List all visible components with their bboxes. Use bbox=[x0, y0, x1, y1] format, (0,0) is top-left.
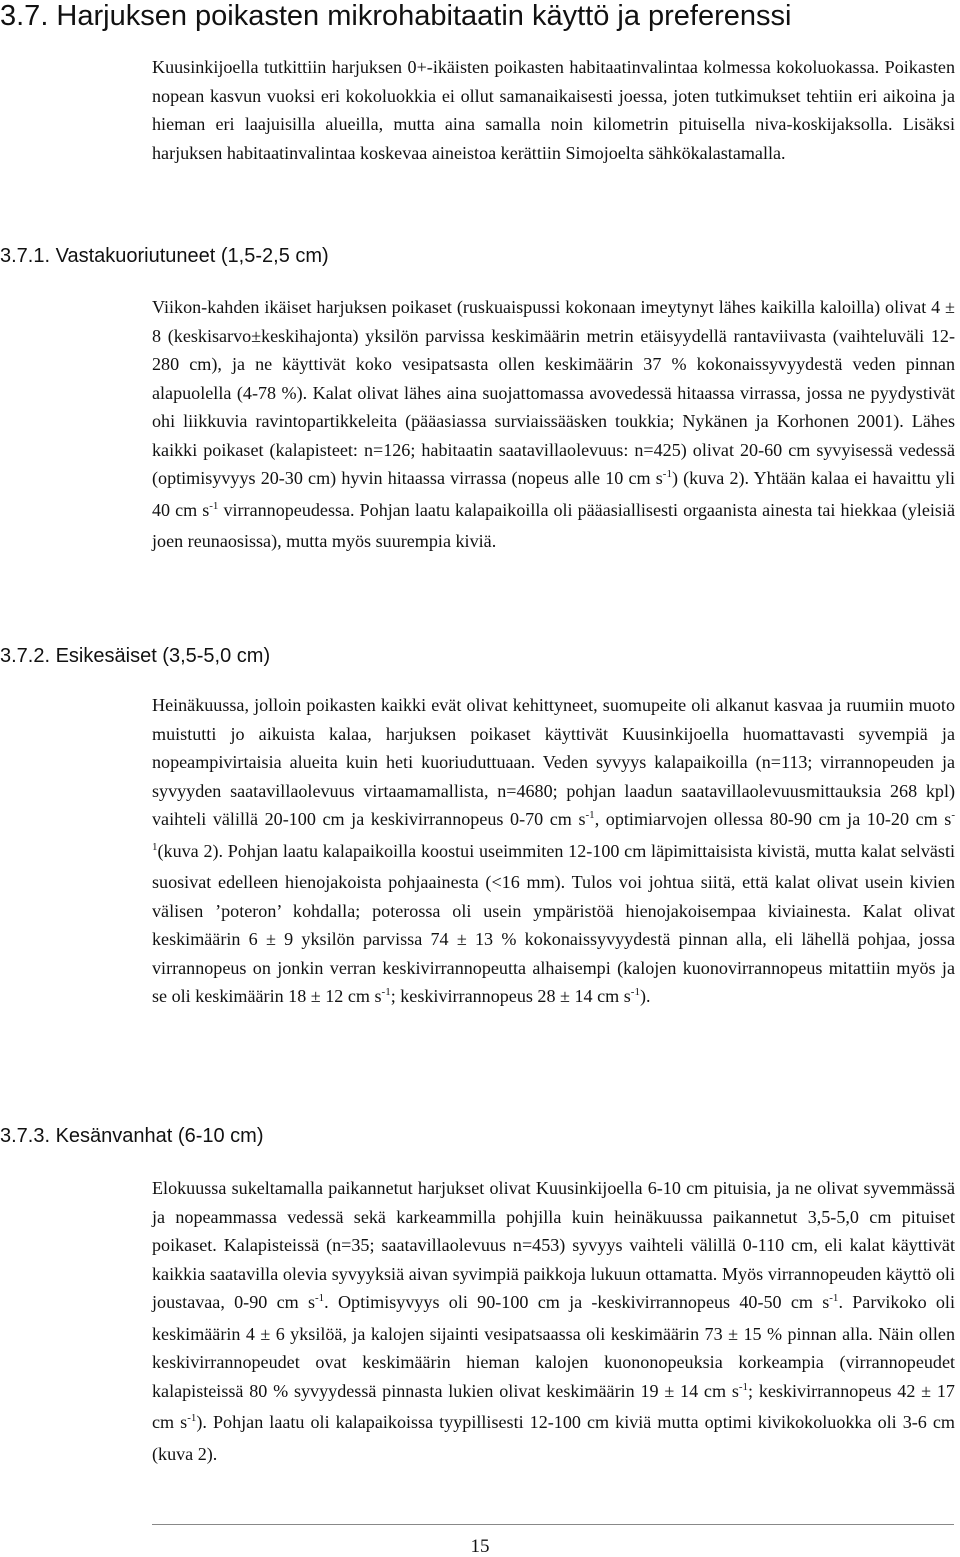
s1-text-a: Viikon-kahden ikäiset harjuksen poikaset (ruskuaispussi kokonaan imeytynyt lähes kaikilla kaloilla) olivat 4 ± 8 (keskisarvo±keskihajonta) yksilön parvissa keskimäärin metrin etäisyydellä rantaviivasta (vaihteluväli 12-280 cm), ja ne käyttivät koko vesipatsasta ollen keskimäärin 37 % kokonaissyvyydestä veden pinnan alapuolella (4-78 %). Kalat olivat lähes aina suojattomassa avovedessä hitaassa virrassa, jossa ne pyydystivät ohi liikkuvia ravintopartikkeleita (pääasiassa surviaissääsken toukkia; Nykänen ja Korhonen 2001). Lähes kaikki poikaset (kalapisteet: n=126; habitaatin saatavillaolevuus: n=425) olivat 20-60 cm syvyisessä vedessä (optimisyvyys 20-30 cm) hyvin hitaassa virrassa (nopeus alle 10 cm s bbox=[152, 297, 955, 488]
subsection-2-paragraph bbox=[152, 691, 955, 1014]
s1-text-b: ) (kuva 2). Yhtään kalaa ei havaittu yli 40 cm s bbox=[152, 468, 955, 520]
s3-text-e: ). Pohjan laatu oli kalapaikoissa tyypillisesti 12-100 cm kiviä mutta optimi kivikokoluokka oli 3-6 cm (kuva 2). bbox=[152, 1412, 955, 1464]
intro-paragraph bbox=[152, 53, 955, 167]
s3-superscript-1: -1 bbox=[315, 1292, 325, 1304]
s2-superscript-2: -1 bbox=[152, 809, 955, 853]
subsection-heading-3: 3.7.3. Kesänvanhat (6-10 cm) bbox=[0, 1125, 264, 1147]
subsection-3-paragraph bbox=[152, 1174, 955, 1468]
s2-text-d: ; keskivirrannopeus 28 ± 14 cm s bbox=[390, 986, 631, 1006]
s1-superscript-2: -1 bbox=[209, 499, 219, 512]
subsection-heading-1: 3.7.1. Vastakuoriutuneet (1,5-2,5 cm) bbox=[0, 245, 329, 267]
s2-text-c: (kuva 2). Pohjan laatu kalapaikoilla koostui useimmiten 12-100 cm läpimittaisista kivistä, mutta kalat selvästi suosivat edelleen hienojakoista pohjaainesta (<16 mm). Tulos voi johtua siitä, että kalat olivat usein kivien välisen ’poteron’ kohdalla; poterossa oli usein ympäristöä hienojakoisempaa kiviainesta. Kalat olivat keskimäärin 6 ± 9 yksilön parvissa 74 ± 13 % kokonaissyvyydestä pinnan alla, eli lähellä pohjaa, jossa virrannopeus on jonkin verran keskivirrannopeutta alhaisempi (kalojen kuonovirrannopeus mitattiin myös ja se oli keskimäärin 18 ± 12 cm s bbox=[152, 840, 955, 1006]
s3-superscript-4: -1 bbox=[187, 1412, 197, 1424]
s2-text-e: ). bbox=[639, 986, 651, 1006]
subsection-heading-2: 3.7.2. Esikesäiset (3,5-5,0 cm) bbox=[0, 645, 271, 667]
intro-text: Kuusinkijoella tutkittiin harjuksen 0+-ikäisten poikasten habitaatinvalintaa kolmessa kokoluokassa. Poikasten nopean kasvun vuoksi eri kokoluokkia ei ollut samanaikaisesti joessa, joten tutkimukset tehtiin eri aikoina ja hieman eri laajuisilla alueilla, mutta aina samalla noin kilometrin pituisella niva-koskijaksolla. Lisäksi harjuksen habitaatinvalintaa koskevaa aineistoa kerättiin Simojoelta sähkökalastamalla. bbox=[152, 57, 955, 163]
s2-text-b: , optimiarvojen ollessa 80-90 cm ja 10-20 cm s bbox=[594, 809, 952, 829]
subsection-1-paragraph bbox=[152, 293, 955, 556]
s3-superscript-2: -1 bbox=[829, 1292, 839, 1304]
s3-text-c: . Parvikoko oli keskimäärin 4 ± 6 yksilöä, ja kalojen sijainti vesipatsaassa oli keskimäärin 73 ± 15 % pinnan alla. Näin ollen keskivirrannopeudet ovat keskimäärin hieman kalojen kuononopeuksia korkeampia (virrannopeudet kalapisteissä 80 % syvyydessä pinnasta lukien olivat keskimäärin 19 ± 14 cm s bbox=[152, 1292, 955, 1401]
s2-superscript-4: -1 bbox=[630, 986, 640, 998]
s3-superscript-3: -1 bbox=[738, 1380, 749, 1393]
s2-superscript-1: -1 bbox=[585, 809, 595, 821]
s2-superscript-3: -1 bbox=[381, 986, 391, 998]
s1-text-c: virrannopeudessa. Pohjan laatu kalapaikoilla oli pääasiallisesti orgaanista ainesta tai hiekkaa (yleisiä joen reunaosissa), mutta myös suurempia kiviä. bbox=[152, 499, 955, 551]
s3-text-a: Elokuussa sukeltamalla paikannetut harjukset olivat Kuusinkijoella 6-10 cm pituisia, ja ne olivat syvemmässä ja nopeammassa vedessä sekä karkeammilla pohjilla kuin heinäkuussa paikannetut 3,5-5,0 cm pituiset poikaset. Kalapisteissä (n=35; saatavillaolevuus n=453) syvyys vaihteli välillä 0-110 cm, eli kalat käyttivät kaikkia saatavilla olevia syvyyksiä aivan syvimpiä paikkoja lukuun ottamatta. Myös virrannopeuden käyttö oli joustavaa, 0-90 cm s bbox=[152, 1178, 955, 1312]
s3-text-b: . Optimisyvyys oli 90-100 cm ja -keskivirrannopeus 40-50 cm s bbox=[324, 1292, 830, 1312]
section-heading: 3.7. Harjuksen poikasten mikrohabitaatin käyttö ja preferenssi bbox=[0, 0, 792, 32]
s2-text-a: Heinäkuussa, jolloin poikasten kaikki evät olivat kehittyneet, suomupeite oli alkanut kasvaa ja ruumiin muoto muistutti jo aikuista kalaa, harjuksen poikaset käyttivät Kuusinkijoella huomattavasti syvempiä ja nopeampivirtaisia alueita kuin heti kuoriuduttuaan. Veden syvyys kalapaikoilla (n=113; virrannopeuden ja syvyyden saatavillaolevuus virtaamamallista, n=4680; pohjan laadun saatavillaolevuusmittauksia 268 kpl) vaihteli välillä 20-100 cm ja keskivirrannopeus 0-70 cm s bbox=[152, 695, 955, 829]
s3-text-d: ; keskivirrannopeus 42 ± 17 cm s bbox=[152, 1380, 955, 1432]
s1-superscript-1: -1 bbox=[662, 468, 672, 480]
page-number: 15 bbox=[470, 1536, 490, 1557]
footer-divider bbox=[152, 1524, 954, 1525]
